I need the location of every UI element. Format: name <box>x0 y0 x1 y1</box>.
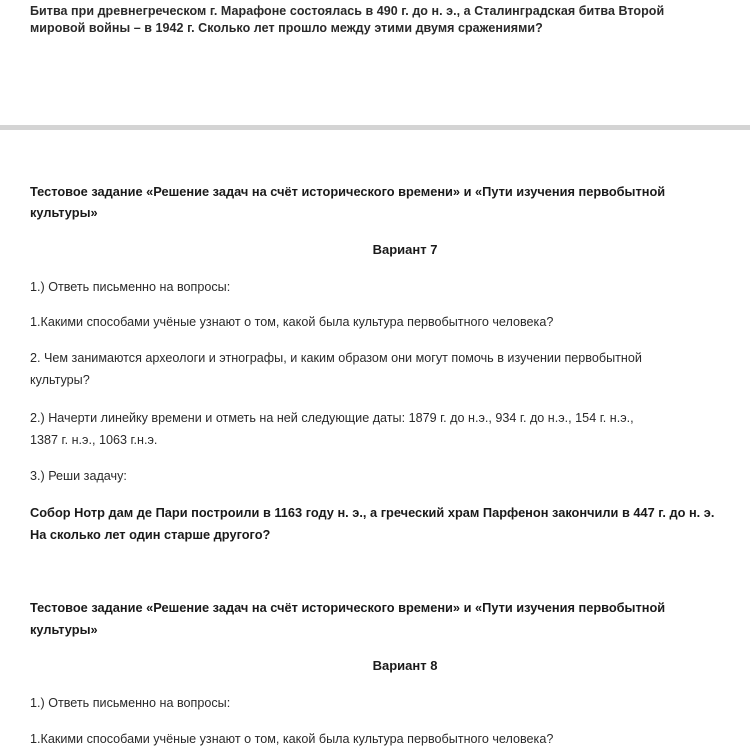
test-title-line-2: культуры» <box>30 622 98 637</box>
variant-heading: Вариант 8 <box>372 658 438 673</box>
question-2-line-2: культуры? <box>30 373 90 387</box>
variant-heading: Вариант 7 <box>372 242 438 257</box>
task-2-line-2: 1387 г. н.э., 1063 г.н.э. <box>30 433 158 447</box>
test-title-line-1: Тестовое задание «Решение задач на счёт исторического времени» и «Пути изучения первобытной <box>30 184 666 199</box>
task-2-line-1: 2.) Начерти линейку времени и отметь на ней следующие даты: 1879 г. до н.э., 934 г. до н.э., 154 г. н.э., <box>30 411 634 425</box>
task-1-heading: 1.) Ответь письменно на вопросы: <box>30 280 231 294</box>
question-2-line-1: 2. Чем занимаются археологи и этнографы, и каким образом они могут помочь в изучении первобытной <box>30 351 642 365</box>
top-problem-line-1: Битва при древнегреческом г. Марафоне состоялась в 490 г. до н. э., а Сталинградская битва Второй <box>30 4 665 18</box>
top-problem-line-2: мировой войны – в 1942 г. Сколько лет прошло между этими двумя сражениями? <box>30 21 543 35</box>
test-title-line-2: культуры» <box>30 205 98 220</box>
question-1: 1.Какими способами учёные узнают о том, какой была культура первобытного человека? <box>30 732 554 746</box>
test-title-line-1: Тестовое задание «Решение задач на счёт исторического времени» и «Пути изучения первобытной <box>30 600 666 615</box>
question-1: 1.Какими способами учёные узнают о том, какой была культура первобытного человека? <box>30 315 554 329</box>
task-1-heading: 1.) Ответь письменно на вопросы: <box>30 696 231 710</box>
task-3-heading: 3.) Реши задачу: <box>30 469 127 483</box>
problem-line-1: Собор Нотр дам де Пари построили в 1163 году н. э., а греческий храм Парфенон закончили в 447 г. до н. э. <box>30 505 715 520</box>
problem-line-2: На сколько лет один старше другого? <box>30 527 271 542</box>
page-divider <box>0 125 750 130</box>
